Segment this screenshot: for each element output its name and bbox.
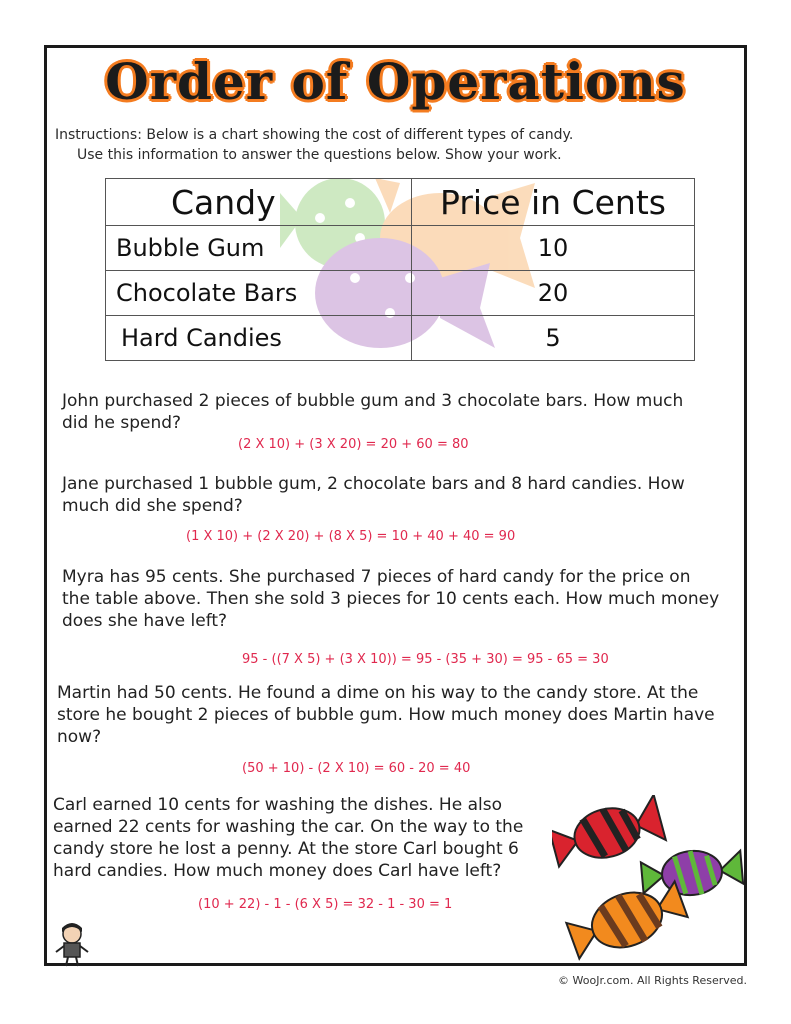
instructions-line-1: Instructions: Below is a chart showing the cost of different types of candy. xyxy=(55,127,574,143)
candy-name-cell: Chocolate Bars xyxy=(106,271,412,316)
instructions-line-2: Use this information to answer the questions below. Show your work. xyxy=(77,147,562,163)
page-title: Order of Operations xyxy=(105,52,686,111)
answer-1: (2 X 10) + (3 X 20) = 20 + 60 = 80 xyxy=(238,437,469,452)
answer-2: (1 X 10) + (2 X 20) + (8 X 5) = 10 + 40 + 40 = 90 xyxy=(186,529,516,544)
table-row xyxy=(106,226,695,271)
candy-price-table xyxy=(105,178,695,361)
table-row xyxy=(106,316,695,361)
price-cell: 20 xyxy=(412,271,695,316)
question-5-text: Carl earned 10 cents for washing the dishes. He also earned 22 cents for washing the car. On the way to the candy store he lost a penny. At the store Carl bought 6 hard candies. How much money does Carl have left? xyxy=(53,795,524,881)
column-header-price: Price in Cents xyxy=(412,179,695,226)
answer-5: (10 + 22) - 1 - (6 X 5) = 32 - 1 - 30 = 1 xyxy=(198,897,453,912)
wrapped-candies-icon xyxy=(552,795,752,965)
price-cell: 5 xyxy=(412,316,695,361)
copyright-notice: © WooJr.com. All Rights Reserved. xyxy=(558,974,747,987)
table-row xyxy=(106,271,695,316)
question-1-text: John purchased 2 pieces of bubble gum and 3 chocolate bars. How much did he spend? xyxy=(62,391,684,433)
answer-3: 95 - ((7 X 5) + (3 X 10)) = 95 - (35 + 30) = 95 - 65 = 30 xyxy=(242,652,609,667)
cartoon-kid-icon xyxy=(52,922,92,968)
price-cell: 10 xyxy=(412,226,695,271)
answer-4: (50 + 10) - (2 X 10) = 60 - 20 = 40 xyxy=(242,761,471,776)
question-4-text: Martin had 50 cents. He found a dime on his way to the candy store. At the store he bought 2 pieces of bubble gum. How much money does Martin have now? xyxy=(57,683,715,747)
column-header-candy: Candy xyxy=(106,179,412,226)
question-2-text: Jane purchased 1 bubble gum, 2 chocolate bars and 8 hard candies. How much did she spend? xyxy=(62,474,685,516)
candy-name-cell: Hard Candies xyxy=(106,316,412,361)
question-3-text: Myra has 95 cents. She purchased 7 pieces of hard candy for the price on the table above. Then she sold 3 pieces for 10 cents each. How much money does she have left? xyxy=(62,567,720,631)
candy-name-cell: Bubble Gum xyxy=(106,226,412,271)
table-header-row xyxy=(106,179,695,226)
